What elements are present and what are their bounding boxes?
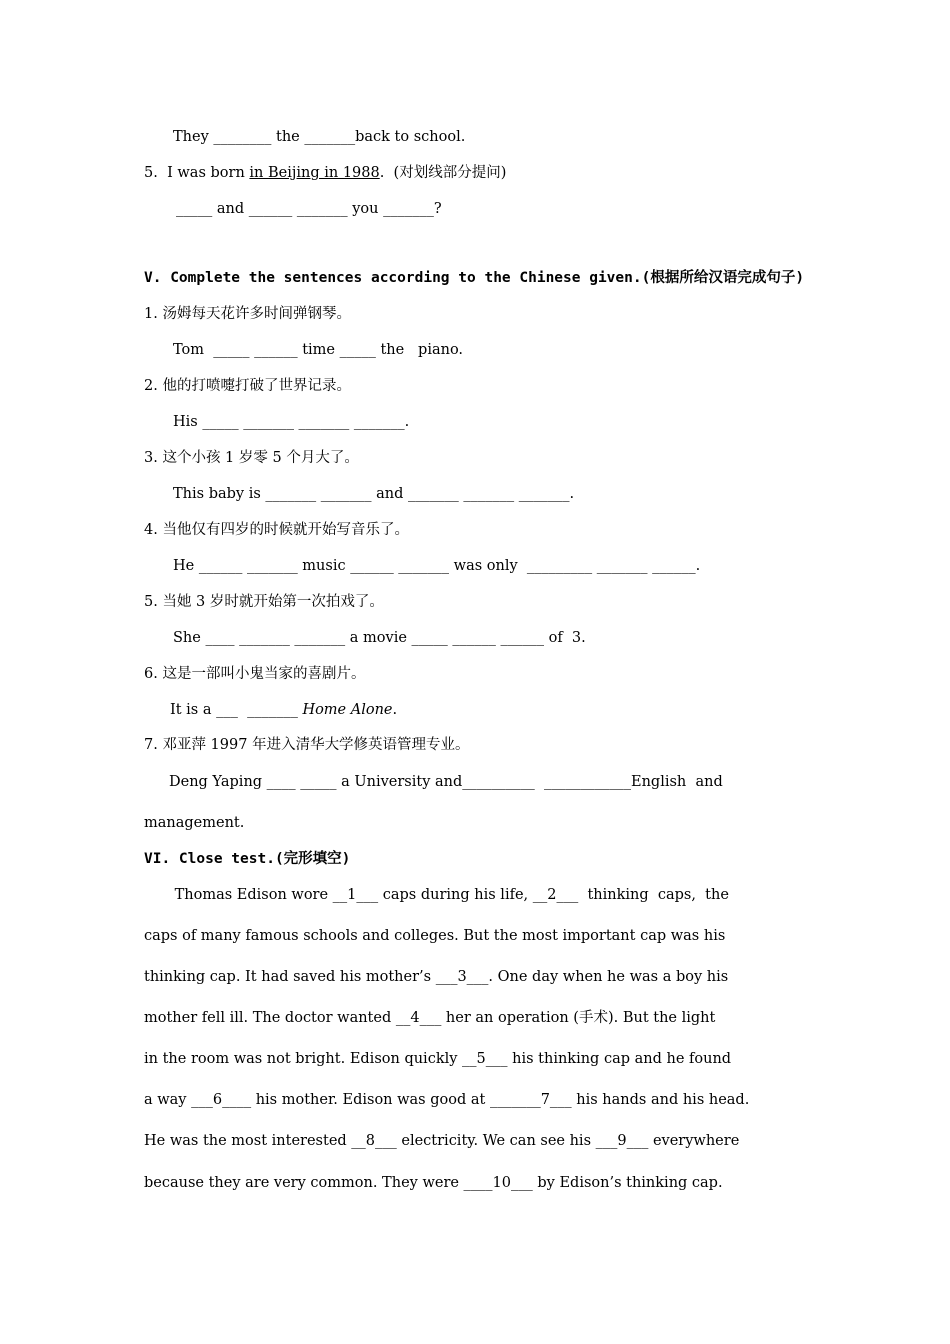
cloze-line: Thomas Edison wore __1___ caps during his life, __2___ thinking caps, the [170, 887, 729, 903]
answer-line: They ________ the _______back to school. [173, 129, 466, 145]
period: . [392, 702, 398, 718]
blank-text: It is a ___ _______ [170, 702, 303, 718]
item-english-blanks: She ____ _______ _______ a movie _____ ______ ______ of 3. [173, 630, 586, 646]
cloze-line: because they are very common. They were ____10___ by Edison’s thinking cap. [144, 1175, 723, 1191]
item-chinese: 4. 当他仅有四岁的时候就开始写音乐了。 [144, 522, 409, 538]
question-5 [0, 164, 950, 182]
item-english-blanks: This baby is _______ _______ and _______ _______ _______. [173, 486, 575, 502]
item-english-continued: management. [144, 815, 245, 831]
cloze-line: mother fell ill. The doctor wanted __4___ her an operation (手术). But the light [144, 1010, 716, 1026]
cloze-line: in the room was not bright. Edison quickly __5___ his thinking cap and he found [144, 1051, 732, 1067]
item-chinese: 3. 这个小孩 1 岁零 5 个月大了。 [144, 450, 359, 466]
item-chinese: 6. 这是一部叫小鬼当家的喜剧片。 [144, 666, 366, 682]
film-title: Home Alone [302, 702, 393, 718]
underlined-phrase: in Beijing in 1988 [249, 165, 380, 181]
answer-line: _____ and ______ _______ you _______? [176, 201, 442, 217]
item-chinese: 7. 邓亚萍 1997 年进入清华大学修英语管理专业。 [144, 737, 470, 753]
item-english-blanks: Deng Yaping ____ _____ a University and__________ ____________English and [169, 774, 723, 790]
cloze-line: a way ___6____ his mother. Edison was good at _______7___ his hands and his head. [144, 1092, 750, 1108]
cloze-line: caps of many famous schools and colleges. But the most important cap was his [144, 928, 726, 944]
item-chinese: 5. 当她 3 岁时就开始第一次拍戏了。 [144, 594, 384, 610]
cloze-line: He was the most interested __8___ electricity. We can see his ___9___ everywhere [144, 1133, 740, 1149]
section-v-heading: V. Complete the sentences according to the Chinese given.(根据所给汉语完成句子) [144, 270, 805, 286]
section-vi-heading: VI. Close test.(完形填空) [144, 851, 351, 867]
item-chinese: 1. 汤姆每天花许多时间弹钢琴。 [144, 306, 351, 322]
item-chinese: 2. 他的打喷嚏打破了世界记录。 [144, 378, 351, 394]
cloze-line: thinking cap. It had saved his mother’s ___3___. One day when he was a boy his [144, 969, 729, 985]
question-text: I was born [167, 165, 250, 181]
item-english-blanks: His _____ _______ _______ _______. [173, 414, 410, 430]
question-instruction: . (对划线部分提问) [379, 165, 507, 181]
question-number: 5. [144, 165, 158, 181]
item-english-blanks [0, 701, 950, 719]
item-english-blanks: Tom _____ ______ time _____ the piano. [173, 342, 464, 358]
item-english-blanks: He ______ _______ music ______ _______ was only _________ _______ ______. [173, 558, 701, 574]
